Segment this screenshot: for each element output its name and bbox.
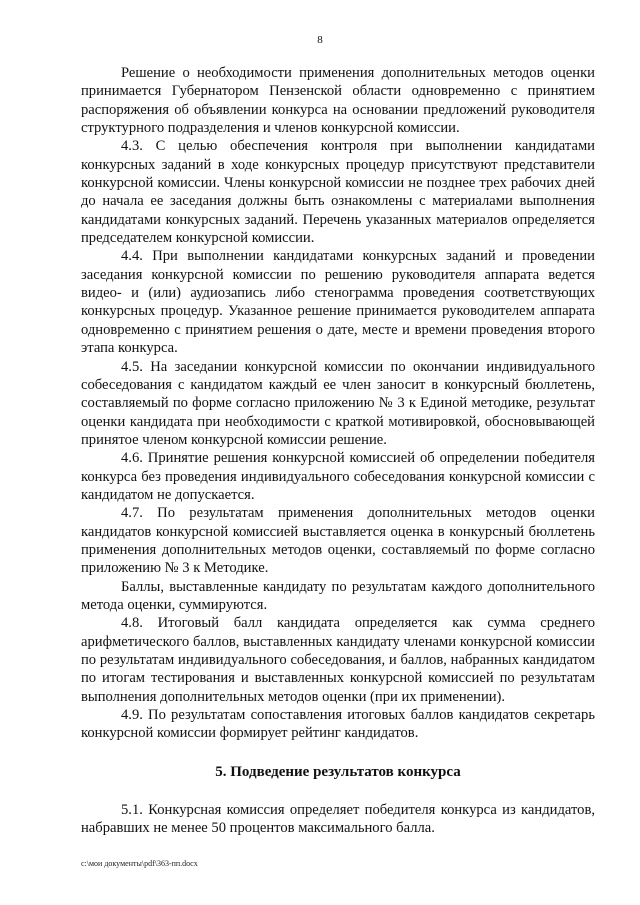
paragraph-5-1: 5.1. Конкурсная комиссия определяет победителя конкурса из кандидатов, набравших не менее 50 процентов максимального балла. <box>81 801 595 837</box>
paragraph-4-6: 4.6. Принятие решения конкурсной комиссией об определении победителя конкурса без проведения индивидуального собеседования конкурсной комиссии с кандидатом не допускается. <box>81 450 595 503</box>
paragraph-4-8: 4.8. Итоговый балл кандидата определяется как сумма среднего арифметического баллов, выставленных кандидату членами конкурсной комиссии по результатам индивидуального собеседования, и баллов, набранных кандидатом по итогам тестирования и выставленных конкурсной комиссией по результатам выполнения дополнительных методов оценки (при их применении). <box>81 615 595 705</box>
paragraph-4-9: 4.9. По результатам сопоставления итоговых баллов кандидатов секретарь конкурсной комиссии формирует рейтинг кандидатов. <box>81 707 595 742</box>
footer-file-path: c:\мои документы\pdf\363-пп.docx <box>81 859 198 868</box>
paragraph-additional-methods: Решение о необходимости применения дополнительных методов оценки принимается Губернатором Пензенской области одновременно с принятием распоряжения об объявлении конкурса на основании предложений руководителя структурного подразделения и членов конкурсной комиссии. <box>81 65 595 137</box>
section-heading: 5. Подведение результатов конкурса <box>215 763 461 780</box>
page-number: 8 <box>317 34 323 46</box>
paragraph-4-4: 4.4. При выполнении кандидатами конкурсных заданий и проведении заседания конкурсной комиссии по решению руководителя аппарата ведется видео- и (или) аудиозапись либо стенограмма проведения соответствующих конкурсных процедур. Указанное решение принимается руководителем аппарата одновременно с принятием решения о дате, месте и времени проведения второго этапа конкурса. <box>81 248 595 357</box>
document-body <box>81 64 595 837</box>
paragraph-4-7: 4.7. По результатам применения дополнительных методов оценки кандидатов конкурсной комиссией выставляется оценка в конкурсный бюллетень применения дополнительных методов оценки, составляемый по форме согласно приложению № 3 к Методике. <box>81 505 595 577</box>
paragraph-4-5: 4.5. На заседании конкурсной комиссии по окончании индивидуального собеседования с кандидатом каждый ее член заносит в конкурсный бюллетень, составляемый по форме согласно приложению № 3 к Единой методике, результат оценки кандидата при необходимости с краткой мотивировкой, обосновывающей принятое членом конкурсной комиссии решение. <box>81 358 595 448</box>
paragraph-points-summed: Баллы, выставленные кандидату по результатам каждого дополнительного метода оценки, суммируются. <box>81 578 595 613</box>
paragraph-4-3: 4.3. С целью обеспечения контроля при выполнении кандидатами конкурсных заданий в ходе конкурсных процедур присутствуют представители конкурсной комиссии. Члены конкурсной комиссии не позднее трех рабочих дней до начала ее заседания должны быть ознакомлены с материалами выполнения кандидатами конкурсных заданий. Перечень указанных материалов определяется председателем конкурсной комиссии. <box>81 138 595 247</box>
